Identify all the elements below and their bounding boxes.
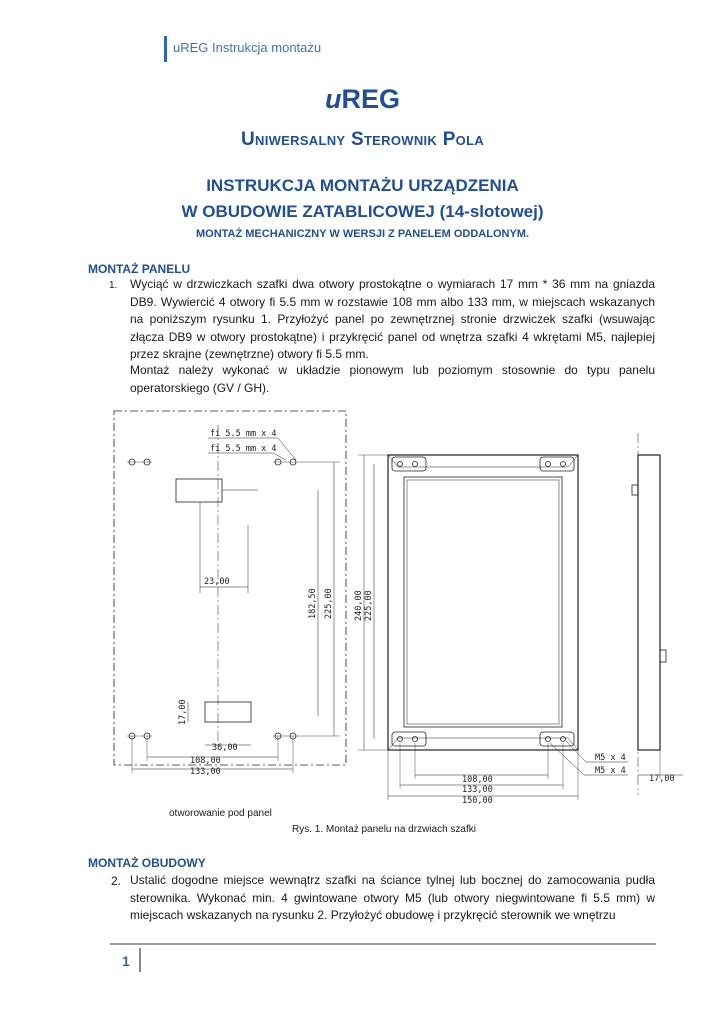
subheading: MONTAŻ MECHANICZNY W WERSJI Z PANELEM ODDALONYM.	[195, 228, 530, 240]
panel-front-outer	[388, 455, 578, 750]
paragraph-panel-2: Montaż należy wykonać w układzie pionowym lub poziomym stosownie do typu panelu operatorskiego (GV / GH).	[130, 363, 655, 395]
label-dim-17a: 17,00	[178, 699, 188, 725]
list-number-1: 1.	[109, 280, 118, 291]
db9-cutout-bottom	[205, 702, 251, 722]
footer-rule	[110, 943, 656, 945]
label-dim-36: 36,00	[212, 743, 238, 753]
hole-marks-bottom	[127, 733, 298, 739]
label-dim-23: 23,00	[204, 577, 230, 587]
label-dim-133b: 133,00	[462, 785, 493, 795]
running-header: uREG Instrukcja montażu	[173, 40, 322, 55]
technical-drawing	[108, 405, 688, 811]
label-m5-1: M5 x 4	[595, 753, 626, 763]
label-m5-2: M5 x 4	[595, 766, 626, 776]
panel-side-view	[638, 455, 660, 750]
document-title	[0, 84, 725, 115]
section-title-panel: MONTAŻ PANELU	[88, 262, 191, 276]
panel-screen	[404, 477, 562, 727]
document-subtitle: Uniwersalny Sterownik Pola	[240, 129, 485, 150]
label-dim-108b: 108,00	[462, 775, 493, 785]
paragraph-panel-1: Wyciąć w drzwiczkach szafki dwa otwory prostokątne o wymiarach 17 mm * 36 mm na gniazda DB9. Wywiercić 4 otwory fi 5.5 mm w rozstawie 108 mm albo 133 mm, w miejscach wskazanych na poniższym rysunku 1. Przyłożyć panel po zewnętrznej stronie drzwiczek szafki (wsuwając złącza DB9 w otwory prostokątne) i przykręcić panel od wnętrza szafki 4 wkrętami M5, najlepiej przez skrajne (zewnętrzne) otwory fi 5.5 mm.	[130, 277, 655, 361]
paragraph-housing: Ustalić dogodne miejsce wewnątrz szafki na ściance tylnej lub bocznej do zamocowania pudła sterownika. Wykonać min. 4 gwintowane otwory M5 (lub otwory niegwintowane fi 5.5 mm) w miejscach wskazanych na rysunku 2. Przyłożyć obudowę i przykręcić sterownik we wnętrzu	[130, 873, 655, 922]
header-accent-bar	[164, 36, 167, 62]
label-hole-1: fi 5.5 mm x 4	[210, 429, 277, 439]
leader-hole-2	[208, 453, 286, 460]
panel-screw-holes	[392, 457, 574, 746]
label-dim-225a: 225,00	[324, 588, 334, 619]
label-dim-182: 182,50	[308, 588, 318, 619]
side-connector-top	[632, 485, 638, 495]
label-dim-108a: 108,00	[190, 756, 221, 766]
caption-cutout: otworowanie pod panel	[169, 808, 272, 819]
page-number: 1	[122, 953, 130, 969]
title-italic-u: u	[324, 84, 342, 114]
label-dim-240: 240,00	[354, 590, 364, 621]
page-number-bar	[139, 948, 141, 972]
label-dim-150: 150,00	[462, 796, 493, 806]
hole-marks-top	[127, 459, 298, 465]
title-rest: REG	[341, 84, 400, 114]
db9-cutout-top	[176, 479, 222, 502]
label-dim-225b: 225,00	[364, 590, 374, 621]
section-title-housing: MONTAŻ OBUDOWY	[88, 856, 206, 870]
heading-line-2: W OBUDOWIE ZATABLICOWEJ (14-slotowej)	[181, 202, 544, 221]
label-hole-2: fi 5.5 mm x 4	[210, 444, 277, 454]
heading-line-1: INSTRUKCJA MONTAŻU URZĄDZENIA	[206, 176, 519, 195]
side-connector-bottom	[660, 650, 666, 662]
label-dim-133a: 133,00	[190, 767, 221, 777]
list-number-2: 2.	[111, 874, 122, 888]
figure-caption: Rys. 1. Montaż panelu na drzwiach szafki	[292, 824, 476, 835]
label-dim-17b: 17,00	[649, 774, 675, 784]
